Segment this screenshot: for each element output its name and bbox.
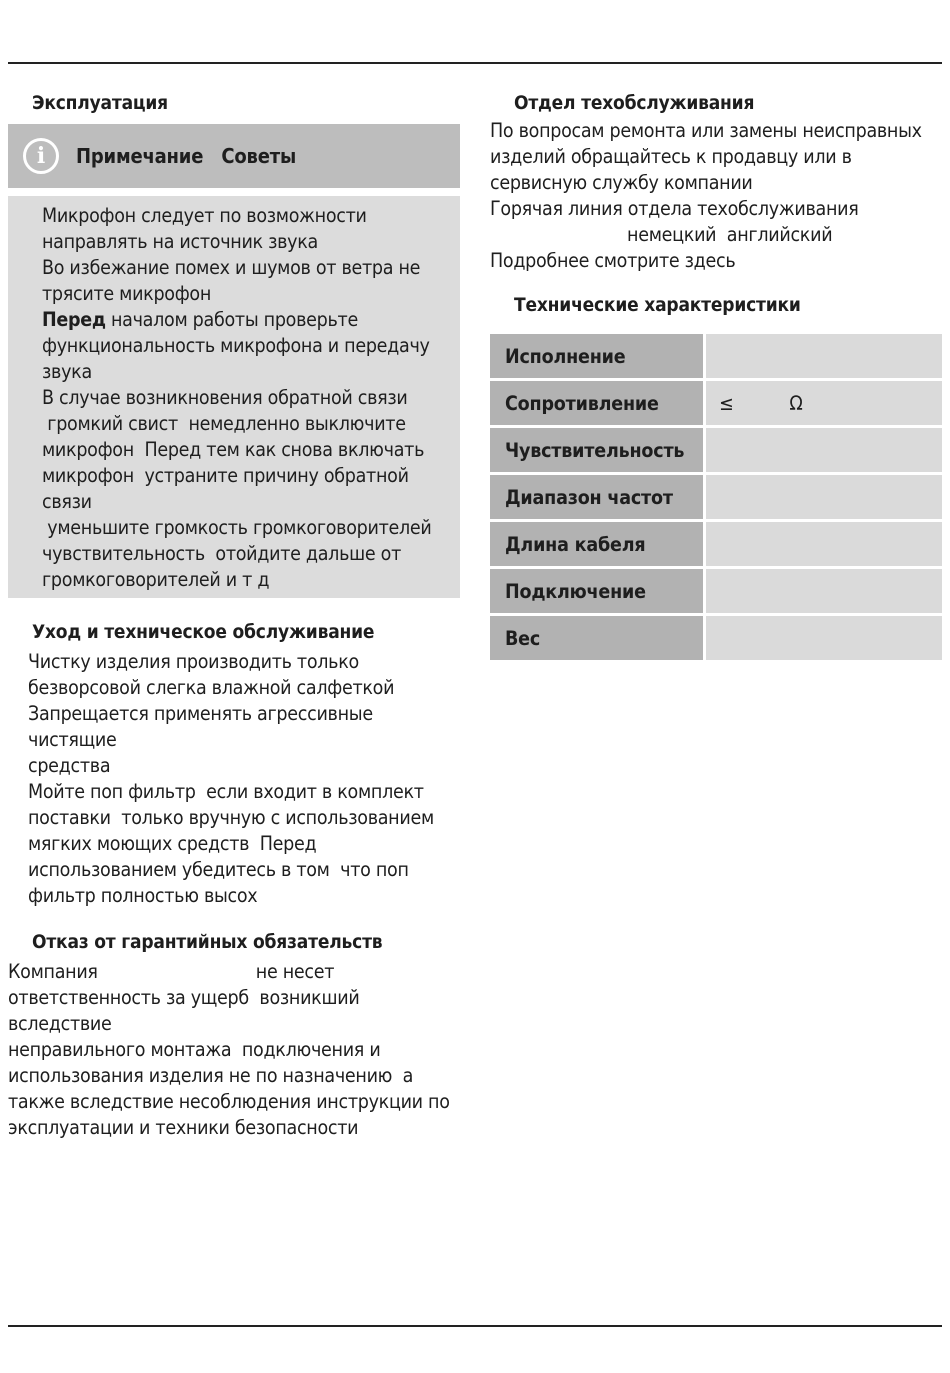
top-rule [8, 62, 942, 64]
note-line: громкий свист немедленно выключите [42, 412, 406, 435]
spec-value [706, 427, 942, 474]
note-line: Микрофон следует по возможности [42, 204, 367, 227]
disclaimer-line: также вследствие несоблюдения инструкции по [8, 1090, 450, 1113]
note-line: уменьшите громкость громкоговорителей [42, 516, 432, 539]
note-line: направлять на источник звука [42, 230, 319, 253]
note-line: микрофон Перед тем как снова включать [42, 438, 425, 461]
note-header [8, 124, 460, 188]
specs-heading: Технические характеристики [514, 294, 801, 316]
note-line: трясите микрофон [42, 282, 212, 305]
table-row [490, 568, 942, 615]
note-line: чувствительность отойдите дальше от [42, 542, 401, 565]
care-line: безворсовой слегка влажной салфеткой [28, 676, 395, 699]
care-line: мягких моющих средств Перед [28, 832, 317, 855]
care-line: Чистку изделия производить только [28, 650, 359, 673]
spec-label: Исполнение [490, 334, 703, 380]
service-line: немецкий английский [490, 223, 833, 246]
spec-label: Чувствительность [490, 427, 703, 474]
disclaimer-heading: Отказ от гарантийных обязательств [32, 931, 383, 953]
table-row [490, 521, 942, 568]
service-line: Горячая линия отдела техобслуживания [490, 197, 859, 220]
service-line: изделий обращайтесь к продавцу или в [490, 145, 852, 168]
operation-heading: Эксплуатация [32, 92, 168, 114]
care-heading: Уход и техническое обслуживание [32, 621, 375, 643]
note-line [42, 307, 450, 333]
spec-value: ≤ Ω [706, 380, 942, 427]
spec-value [706, 474, 942, 521]
right-column [490, 88, 942, 663]
care-line: использованием убедитесь в том что поп [28, 858, 409, 881]
care-line: поставки только вручную с использованием [28, 806, 434, 829]
spec-label: Длина кабеля [490, 521, 703, 568]
table-row [490, 380, 942, 427]
service-line: Подробнее смотрите здесь [490, 249, 736, 272]
disclaimer-line: Компания не несет [8, 960, 335, 983]
table-row [490, 427, 942, 474]
care-line: средства [28, 754, 111, 777]
spec-value [706, 334, 942, 380]
care-line: фильтр полностью высох [28, 884, 258, 907]
service-line: сервисную службу компании [490, 171, 753, 194]
care-line: Мойте поп фильтр если входит в комплект [28, 780, 424, 803]
disclaimer-line: неправильного монтажа подключения и [8, 1038, 381, 1061]
note-line: Во избежание помех и шумов от ветра не [42, 256, 421, 279]
table-row [490, 474, 942, 521]
table-row [490, 615, 942, 662]
note-title: Примечание Советы [76, 144, 297, 168]
left-column [8, 88, 460, 1141]
disclaimer-line: эксплуатации и техники безопасности [8, 1116, 359, 1139]
table-row [490, 334, 942, 380]
note-line: звука [42, 360, 92, 383]
note-line: функциональность микрофона и передачу [42, 334, 430, 357]
note-line: В случае возникновения обратной связи [42, 386, 408, 409]
note-bold-word: Перед [42, 308, 106, 331]
note-body [8, 196, 460, 598]
spec-value [706, 521, 942, 568]
disclaimer-line: ответственность за ущерб возникший вследствие [8, 986, 365, 1035]
note-line: громкоговорителей и т д [42, 568, 270, 591]
specs-table [490, 334, 942, 663]
note-line: микрофон устраните причину обратной связи [42, 464, 414, 513]
service-text [490, 118, 942, 274]
disclaimer-text [8, 959, 460, 1141]
bottom-rule [8, 1325, 942, 1327]
spec-label: Подключение [490, 568, 703, 615]
info-icon: i [23, 138, 59, 174]
spec-label: Сопротивление [490, 380, 703, 427]
spec-value [706, 568, 942, 615]
spec-label: Диапазон частот [490, 474, 703, 521]
service-line: По вопросам ремонта или замены неисправных [490, 119, 922, 142]
spec-label: Вес [490, 615, 703, 662]
note-line-rest: началом работы проверьте [105, 308, 358, 331]
spec-value [706, 615, 942, 662]
care-line: Запрещается применять агрессивные чистящие [28, 702, 379, 751]
service-heading: Отдел техобслуживания [514, 92, 755, 114]
disclaimer-line: использования изделия не по назначению а [8, 1064, 414, 1087]
care-text [8, 649, 460, 909]
